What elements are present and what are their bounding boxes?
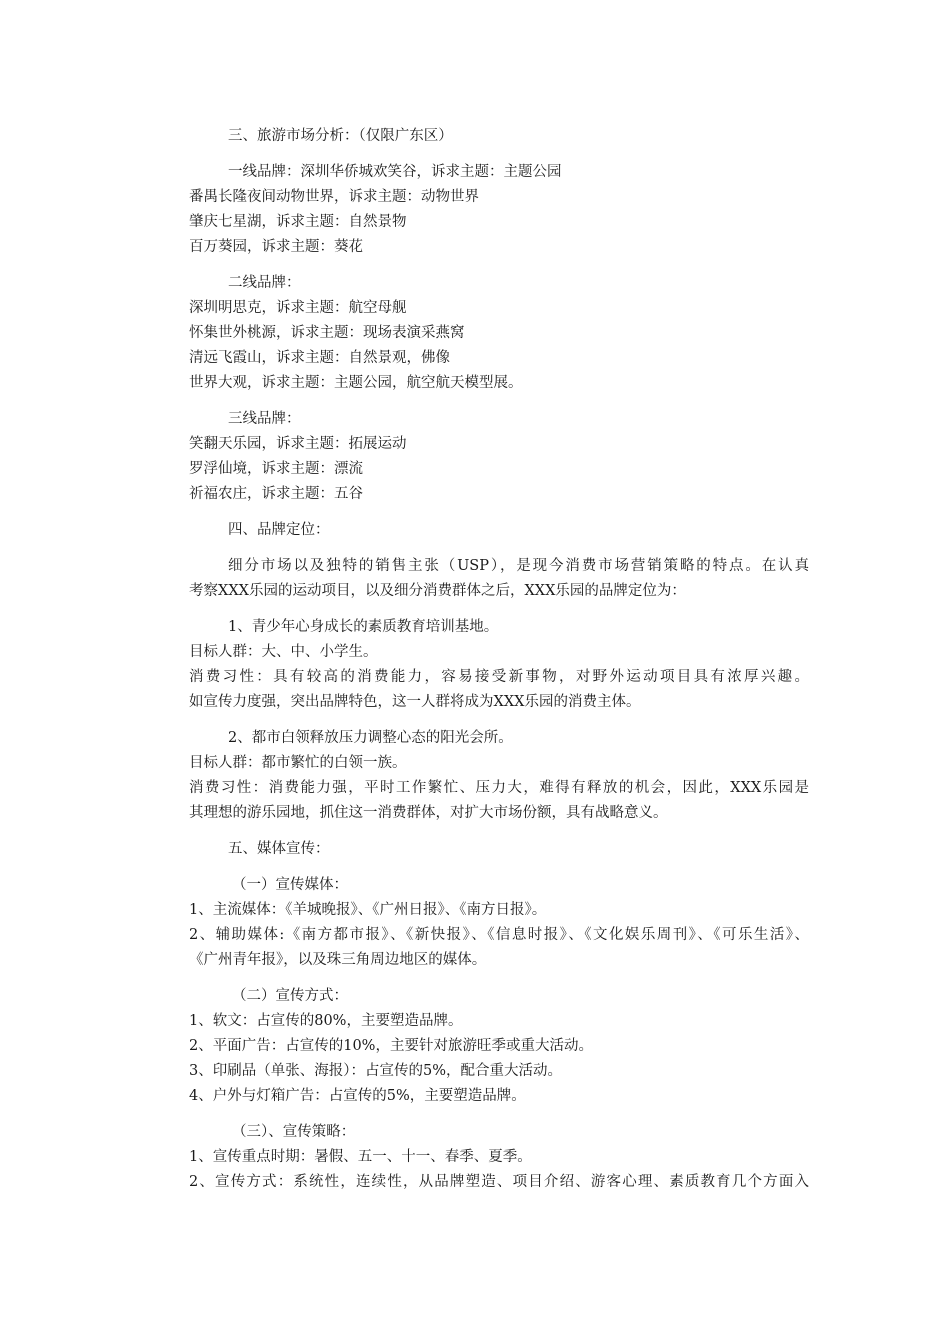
sub-heading-methods: （二）宣传方式：	[232, 988, 348, 1004]
list-item: 2、平面广告：占宣传的10%，主要针对旅游旺季或重大活动。	[189, 1038, 593, 1054]
list-item: 番禺长隆夜间动物世界，诉求主题：动物世界	[189, 189, 479, 205]
section-heading-market-analysis: 三、旅游市场分析：（仅限广东区）	[228, 128, 453, 144]
list-item: 1、主流媒体：《羊城晚报》、《广州日报》、《南方日报》。	[189, 902, 547, 918]
tier1-brand-label: 一线品牌：深圳华侨城欢笑谷，诉求主题：主题公园	[228, 164, 562, 180]
positioning-1-habit-line: 消费习性：具有较高的消费能力，容易接受新事物，对野外运动项目具有浓厚兴趣。	[189, 669, 809, 685]
sub-heading-media: （一）宣传媒体：	[232, 877, 348, 893]
positioning-2-title: 2、都市白领释放压力调整心态的阳光会所。	[228, 730, 513, 746]
paragraph-line: 细分市场以及独特的销售主张（USP），是现今消费市场营销策略的特点。在认真	[228, 558, 809, 574]
sub-heading-strategy: （三）、宣传策略：	[232, 1124, 356, 1140]
list-item: 祈福农庄，诉求主题：五谷	[189, 486, 363, 502]
list-item: 罗浮仙境，诉求主题：漂流	[189, 461, 363, 477]
list-item: 3、印刷品（单张、海报）：占宣传的5%，配合重大活动。	[189, 1063, 562, 1079]
list-item: 清远飞霞山，诉求主题：自然景观，佛像	[189, 350, 450, 366]
positioning-1-title: 1、青少年心身成长的素质教育培训基地。	[228, 619, 499, 635]
list-item: 肇庆七星湖，诉求主题：自然景物	[189, 214, 407, 230]
list-item: 《广州青年报》，以及珠三角周边地区的媒体。	[189, 952, 487, 968]
list-item: 4、户外与灯箱广告：占宣传的5%，主要塑造品牌。	[189, 1088, 526, 1104]
list-item: 世界大观，诉求主题：主题公园，航空航天模型展。	[189, 375, 523, 391]
list-item: 百万葵园，诉求主题：葵花	[189, 239, 363, 255]
positioning-2-habit-line: 其理想的游乐园地，抓住这一消费群体，对扩大市场份额，具有战略意义。	[189, 805, 668, 821]
positioning-1-target: 目标人群：大、中、小学生。	[189, 644, 378, 660]
list-item: 2、宣传方式：系统性，连续性，从品牌塑造、项目介绍、游客心理、素质教育几个方面入	[189, 1174, 809, 1190]
list-item: 怀集世外桃源，诉求主题：现场表演采燕窝	[189, 325, 465, 341]
tier3-brand-label: 三线品牌：	[228, 411, 301, 427]
list-item: 1、软文：占宣传的80%，主要塑造品牌。	[189, 1013, 463, 1029]
paragraph-line: 考察XXX乐园的运动项目，以及细分消费群体之后，XXX乐园的品牌定位为：	[189, 583, 686, 599]
positioning-2-target: 目标人群：都市繁忙的白领一族。	[189, 755, 407, 771]
section-heading-media-promotion: 五、媒体宣传：	[228, 841, 330, 857]
list-item: 2、辅助媒体:《南方都市报》、《新快报》、《信息时报》、《文化娱乐周刊》、《可乐生活》、	[189, 927, 809, 943]
list-item: 1、宣传重点时期：暑假、五一、十一、春季、夏季。	[189, 1149, 532, 1165]
list-item: 笑翻天乐园，诉求主题：拓展运动	[189, 436, 407, 452]
list-item: 深圳明思克，诉求主题：航空母舰	[189, 300, 407, 316]
positioning-2-habit-line: 消费习性：消费能力强，平时工作繁忙、压力大，难得有释放的机会，因此，XXX乐园是	[189, 780, 809, 796]
document-body	[189, 124, 809, 1195]
tier2-brand-label: 二线品牌：	[228, 275, 301, 291]
positioning-1-habit-line: 如宣传力度强，突出品牌特色，这一人群将成为XXX乐园的消费主体。	[189, 694, 641, 710]
section-heading-brand-positioning: 四、品牌定位：	[228, 522, 330, 538]
